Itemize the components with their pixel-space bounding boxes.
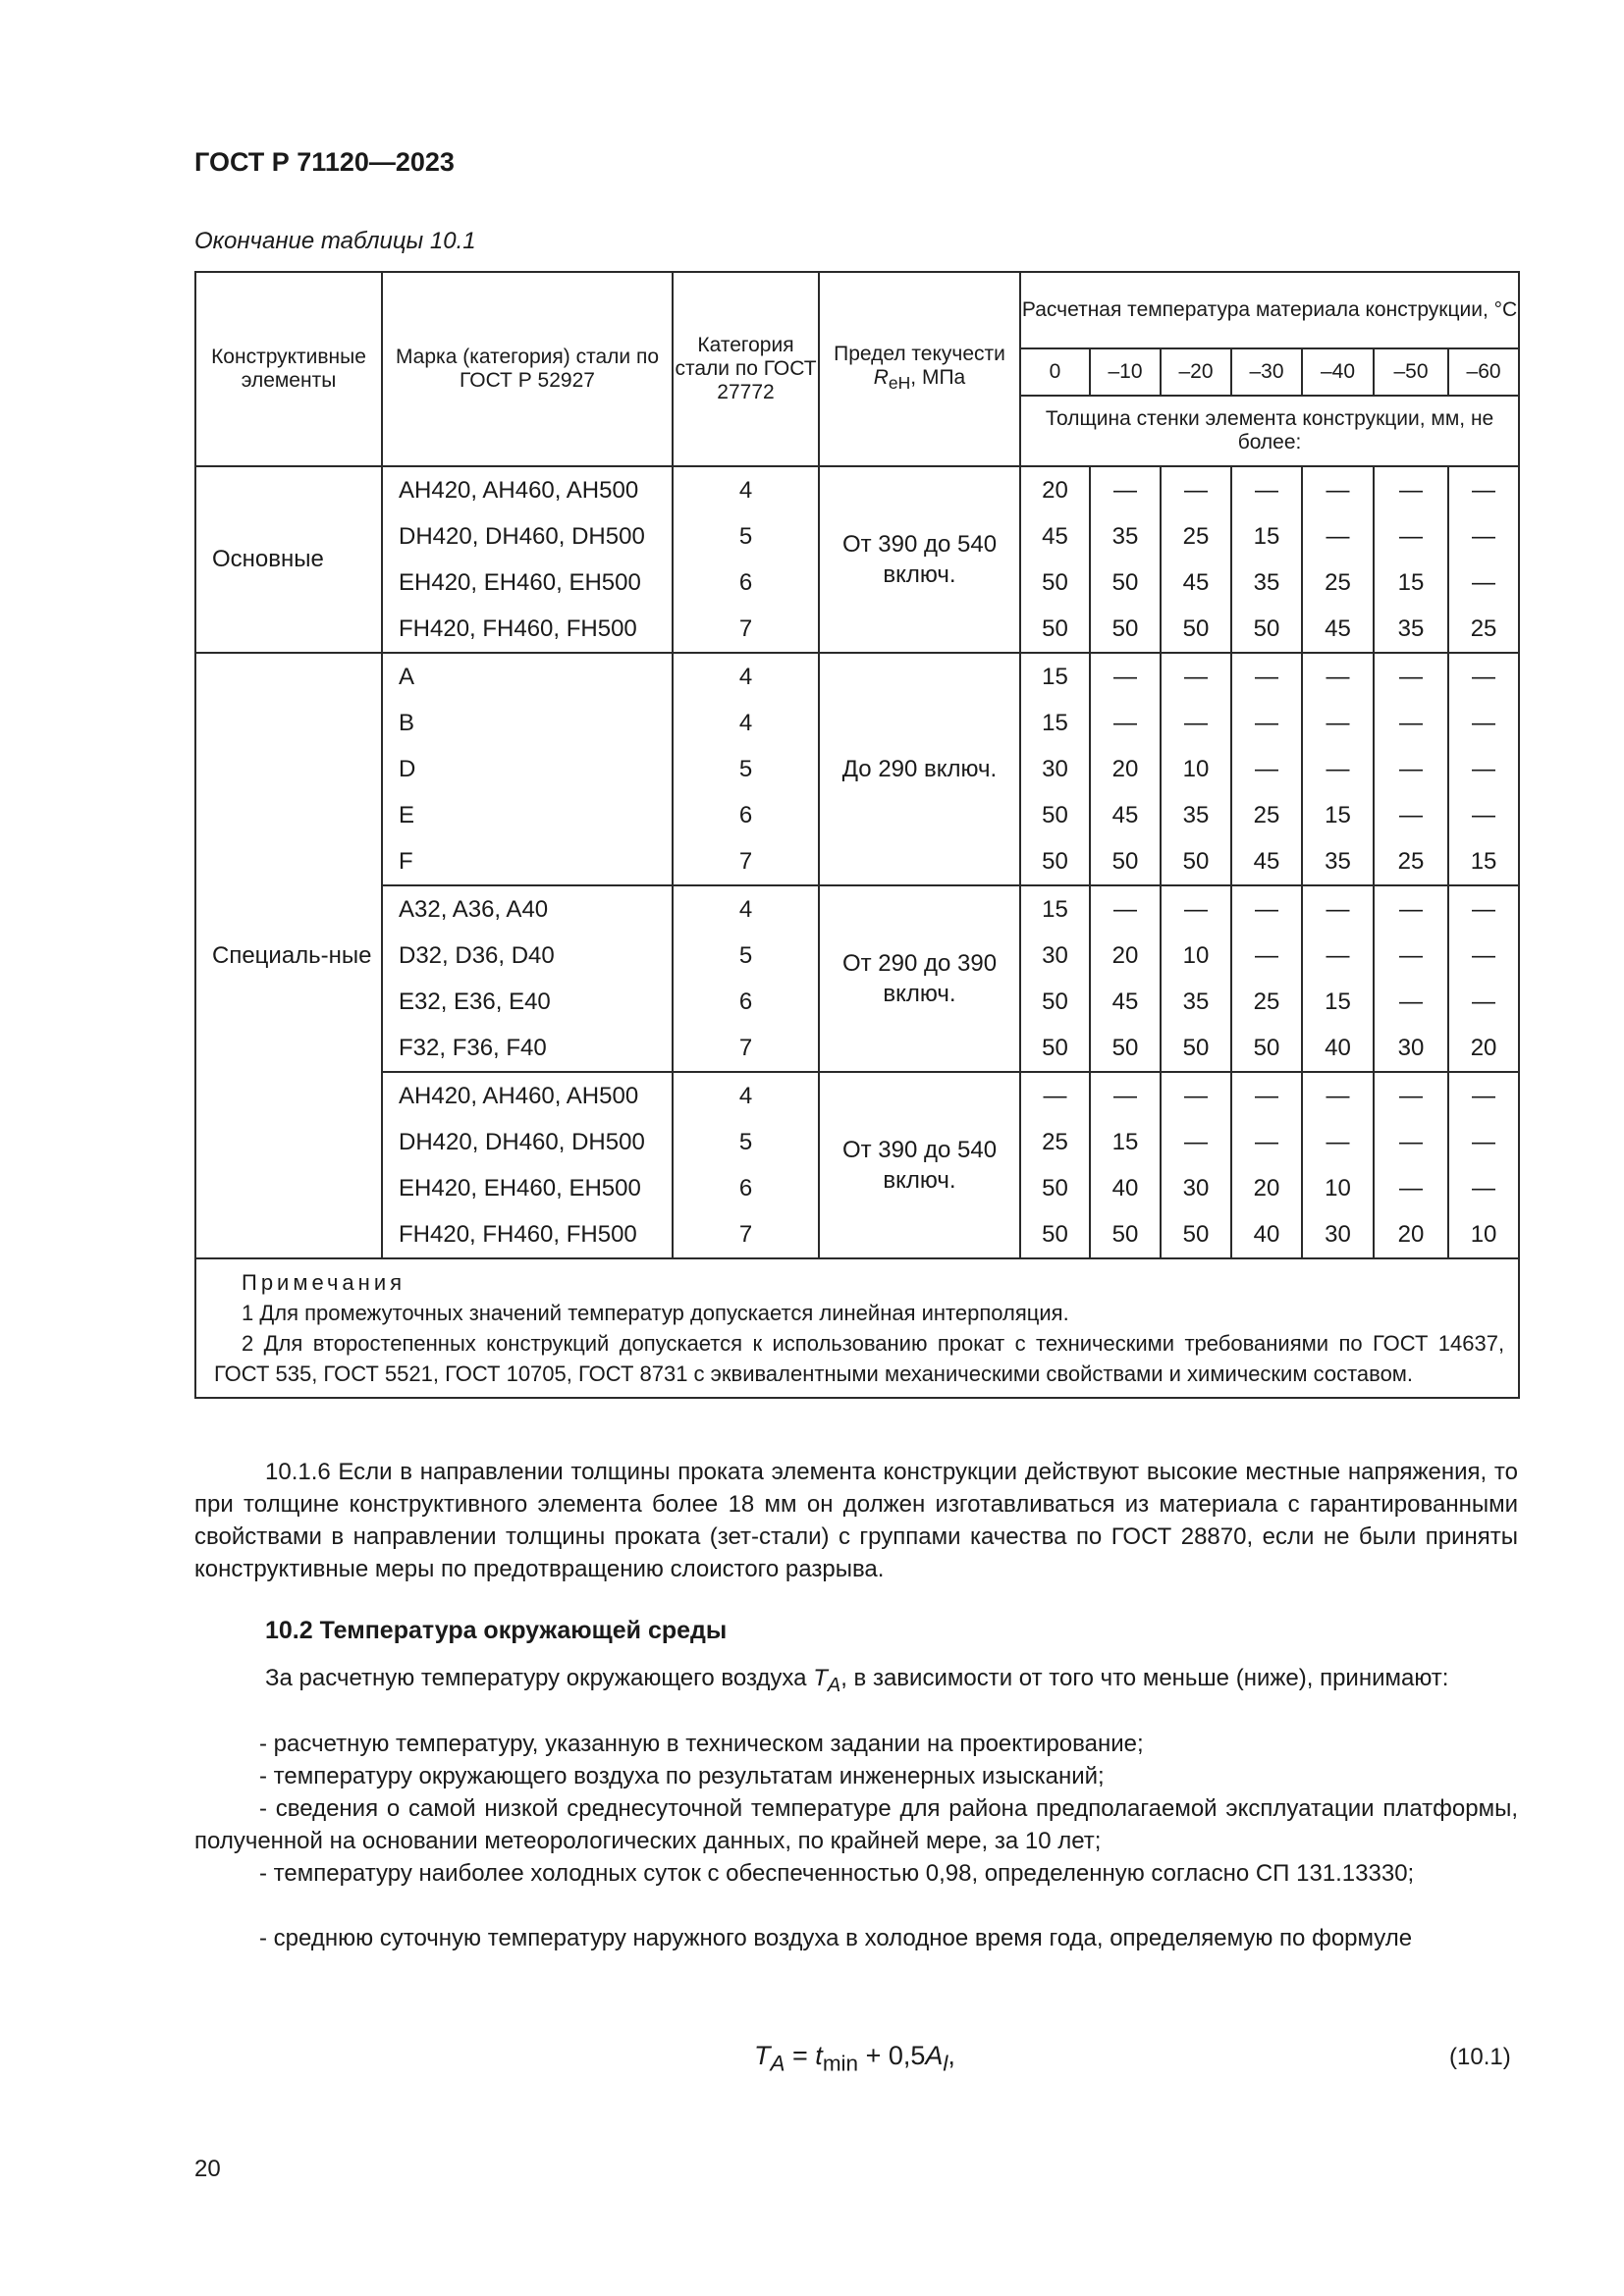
value-cell: — xyxy=(1161,466,1231,513)
value-cell: 45 xyxy=(1020,513,1090,560)
intro-symbol: T xyxy=(813,1665,828,1691)
header-thickness: Толщина стенки элемента конструкции, мм, не более: xyxy=(1020,396,1519,466)
category-cell: 7 xyxy=(673,838,819,885)
value-cell: 50 xyxy=(1020,838,1090,885)
value-cell: — xyxy=(1161,885,1231,933)
value-cell: 50 xyxy=(1020,560,1090,606)
category-cell: 6 xyxy=(673,560,819,606)
value-cell: 25 xyxy=(1302,560,1374,606)
note-1: 1 Для промежуточных значений температур допускается линейная интерполяция. xyxy=(242,1301,1069,1325)
formula-t-sub: min xyxy=(822,2051,859,2076)
bullet-4: - температуру наиболее холодных суток с обеспеченностью 0,98, определенную согласно СП 131.13330; xyxy=(259,1860,1415,1887)
value-cell: — xyxy=(1374,466,1448,513)
value-cell: — xyxy=(1090,466,1161,513)
category-cell: 5 xyxy=(673,513,819,560)
header-temp-4: –40 xyxy=(1302,348,1374,396)
value-cell: — xyxy=(1448,700,1519,746)
value-cell: 35 xyxy=(1161,979,1231,1025)
category-cell: 7 xyxy=(673,1211,819,1258)
value-cell: — xyxy=(1161,1119,1231,1165)
value-cell: 15 xyxy=(1302,792,1374,838)
value-cell: 50 xyxy=(1161,606,1231,653)
value-cell: 30 xyxy=(1020,746,1090,792)
value-cell: — xyxy=(1090,700,1161,746)
grade-cell: D32, D36, D40 xyxy=(382,933,673,979)
header-temp-3: –30 xyxy=(1231,348,1302,396)
value-cell: — xyxy=(1448,933,1519,979)
value-cell: 35 xyxy=(1374,606,1448,653)
value-cell: — xyxy=(1374,1165,1448,1211)
category-cell: 6 xyxy=(673,792,819,838)
value-cell: 50 xyxy=(1090,1211,1161,1258)
formula-a: A xyxy=(925,2041,944,2070)
table-row xyxy=(195,885,1519,933)
formula-eq: = xyxy=(785,2041,816,2070)
value-cell: 20 xyxy=(1090,933,1161,979)
value-cell: 50 xyxy=(1020,606,1090,653)
value-cell: 10 xyxy=(1448,1211,1519,1258)
value-cell: — xyxy=(1448,885,1519,933)
value-cell: — xyxy=(1448,1119,1519,1165)
value-cell: — xyxy=(1231,746,1302,792)
section-heading-10-2: 10.2 Температура окружающей среды xyxy=(265,1617,728,1644)
header-yield xyxy=(819,272,1020,466)
value-cell: 30 xyxy=(1020,933,1090,979)
category-cell: 4 xyxy=(673,700,819,746)
value-cell: 15 xyxy=(1020,885,1090,933)
header-yield-prefix: Предел текучести xyxy=(834,343,1005,366)
value-cell: — xyxy=(1374,792,1448,838)
grade-cell: DH420, DH460, DH500 xyxy=(382,513,673,560)
value-cell: 40 xyxy=(1090,1165,1161,1211)
formula-end: , xyxy=(947,2041,955,2070)
value-cell: 15 xyxy=(1020,653,1090,700)
yield-cell: От 390 до 540 включ. xyxy=(819,1072,1020,1258)
value-cell: 50 xyxy=(1020,1025,1090,1072)
value-cell: — xyxy=(1161,1072,1231,1119)
grade-cell: FH420, FH460, FH500 xyxy=(382,606,673,653)
element-cell: Специаль-ные xyxy=(195,653,382,1258)
value-cell: 20 xyxy=(1020,466,1090,513)
value-cell: 25 xyxy=(1020,1119,1090,1165)
intro-text-before: За расчетную температуру окружающего воздуха xyxy=(265,1665,814,1691)
category-cell: 6 xyxy=(673,1165,819,1211)
value-cell: — xyxy=(1448,560,1519,606)
value-cell: 20 xyxy=(1231,1165,1302,1211)
grade-cell: E xyxy=(382,792,673,838)
value-cell: 25 xyxy=(1374,838,1448,885)
value-cell: 50 xyxy=(1020,979,1090,1025)
value-cell: 25 xyxy=(1448,606,1519,653)
value-cell: 50 xyxy=(1161,1211,1231,1258)
value-cell: 50 xyxy=(1090,606,1161,653)
value-cell: 20 xyxy=(1090,746,1161,792)
value-cell: 15 xyxy=(1374,560,1448,606)
category-cell: 7 xyxy=(673,606,819,653)
category-cell: 4 xyxy=(673,466,819,513)
value-cell: 45 xyxy=(1231,838,1302,885)
category-cell: 4 xyxy=(673,885,819,933)
header-yield-symbol: R xyxy=(873,366,889,390)
grade-cell: D xyxy=(382,746,673,792)
value-cell: — xyxy=(1090,1072,1161,1119)
category-cell: 4 xyxy=(673,1072,819,1119)
value-cell: — xyxy=(1374,653,1448,700)
value-cell: 50 xyxy=(1090,838,1161,885)
bullet-1: - расчетную температуру, указанную в техническом задании на проектирование; xyxy=(259,1731,1144,1757)
value-cell: — xyxy=(1302,513,1374,560)
value-cell: — xyxy=(1231,700,1302,746)
grade-cell: AH420, AH460, AH500 xyxy=(382,1072,673,1119)
grade-cell: A32, A36, A40 xyxy=(382,885,673,933)
value-cell: — xyxy=(1231,885,1302,933)
value-cell: — xyxy=(1302,466,1374,513)
yield-cell: До 290 включ. xyxy=(819,653,1020,885)
category-cell: 4 xyxy=(673,653,819,700)
value-cell: — xyxy=(1161,700,1231,746)
table-notes xyxy=(195,1258,1519,1398)
grade-cell: AH420, AH460, AH500 xyxy=(382,466,673,513)
formula-t: t xyxy=(815,2041,823,2070)
grade-cell: A xyxy=(382,653,673,700)
value-cell: — xyxy=(1302,1119,1374,1165)
header-yield-subscript: eH xyxy=(888,373,911,394)
header-temp-6: –60 xyxy=(1448,348,1519,396)
intro-paragraph xyxy=(194,1662,1518,1702)
value-cell: — xyxy=(1090,653,1161,700)
value-cell: 45 xyxy=(1090,792,1161,838)
value-cell: 15 xyxy=(1448,838,1519,885)
value-cell: 10 xyxy=(1161,933,1231,979)
formula-mid: + 0,5 xyxy=(858,2041,926,2070)
grade-cell: F xyxy=(382,838,673,885)
value-cell: — xyxy=(1374,885,1448,933)
formula-number: (10.1) xyxy=(1449,2044,1511,2070)
value-cell: — xyxy=(1231,653,1302,700)
value-cell: — xyxy=(1302,933,1374,979)
formula-lhs-sub: A xyxy=(770,2051,785,2076)
value-cell: — xyxy=(1231,933,1302,979)
value-cell: — xyxy=(1090,885,1161,933)
category-cell: 5 xyxy=(673,1119,819,1165)
value-cell: 45 xyxy=(1302,606,1374,653)
header-yield-unit: , МПа xyxy=(910,366,966,390)
value-cell: — xyxy=(1448,1165,1519,1211)
bullet-2: - температуру окружающего воздуха по результатам инженерных изысканий; xyxy=(259,1763,1105,1789)
value-cell: — xyxy=(1448,513,1519,560)
document-code: ГОСТ Р 71120—2023 xyxy=(194,147,455,177)
value-cell: 45 xyxy=(1090,979,1161,1025)
grade-cell: F32, F36, F40 xyxy=(382,1025,673,1072)
value-cell: — xyxy=(1448,979,1519,1025)
value-cell: 35 xyxy=(1090,513,1161,560)
header-temp-1: –10 xyxy=(1090,348,1161,396)
grade-cell: E32, E36, E40 xyxy=(382,979,673,1025)
value-cell: — xyxy=(1374,700,1448,746)
formula-10-1 xyxy=(754,2041,955,2076)
value-cell: 25 xyxy=(1161,513,1231,560)
value-cell: — xyxy=(1231,1072,1302,1119)
value-cell: 40 xyxy=(1302,1025,1374,1072)
value-cell: 20 xyxy=(1374,1211,1448,1258)
bullet-5: - среднюю суточную температуру наружного воздуха в холодное время года, определяемую по формуле xyxy=(259,1925,1413,1951)
value-cell: 45 xyxy=(1161,560,1231,606)
value-cell: 30 xyxy=(1161,1165,1231,1211)
value-cell: 50 xyxy=(1161,838,1231,885)
value-cell: 50 xyxy=(1161,1025,1231,1072)
value-cell: 50 xyxy=(1231,1025,1302,1072)
header-temperature: Расчетная температура материала конструкции, °С xyxy=(1020,272,1519,348)
value-cell: 35 xyxy=(1302,838,1374,885)
value-cell: 35 xyxy=(1231,560,1302,606)
value-cell: 40 xyxy=(1231,1211,1302,1258)
value-cell: 50 xyxy=(1020,1165,1090,1211)
value-cell: — xyxy=(1448,746,1519,792)
value-cell: — xyxy=(1231,466,1302,513)
value-cell: — xyxy=(1448,792,1519,838)
value-cell: — xyxy=(1374,1072,1448,1119)
value-cell: 50 xyxy=(1020,1211,1090,1258)
table-row xyxy=(195,653,1519,700)
value-cell: 50 xyxy=(1090,560,1161,606)
formula-lhs: T xyxy=(754,2041,771,2070)
grade-cell: FH420, FH460, FH500 xyxy=(382,1211,673,1258)
page-number: 20 xyxy=(194,2156,221,2182)
element-cell: Основные xyxy=(195,466,382,653)
value-cell: 30 xyxy=(1374,1025,1448,1072)
table-row xyxy=(195,466,1519,513)
intro-symbol-subscript: A xyxy=(827,1674,841,1696)
value-cell: 15 xyxy=(1020,700,1090,746)
value-cell: 50 xyxy=(1231,606,1302,653)
value-cell: — xyxy=(1448,653,1519,700)
value-cell: — xyxy=(1302,1072,1374,1119)
yield-cell: От 390 до 540 включ. xyxy=(819,466,1020,653)
value-cell: — xyxy=(1374,513,1448,560)
value-cell: — xyxy=(1448,1072,1519,1119)
value-cell: — xyxy=(1302,746,1374,792)
header-elements: Конструктивные элементы xyxy=(195,272,382,466)
header-temp-5: –50 xyxy=(1374,348,1448,396)
bullet-3: - сведения о самой низкой среднесуточной температуре для района предполагаемой эксплуатации платформы, полученной на основании метеорологических данных, по крайней мере, за 10 лет; xyxy=(194,1795,1518,1854)
value-cell: — xyxy=(1020,1072,1090,1119)
value-cell: — xyxy=(1374,1119,1448,1165)
value-cell: — xyxy=(1161,653,1231,700)
value-cell: — xyxy=(1302,885,1374,933)
grade-cell: EH420, EH460, EH500 xyxy=(382,560,673,606)
header-temp-0: 0 xyxy=(1020,348,1090,396)
category-cell: 6 xyxy=(673,979,819,1025)
value-cell: 35 xyxy=(1161,792,1231,838)
value-cell: — xyxy=(1302,653,1374,700)
grade-cell: DH420, DH460, DH500 xyxy=(382,1119,673,1165)
value-cell: 25 xyxy=(1231,792,1302,838)
value-cell: — xyxy=(1302,700,1374,746)
header-grade: Марка (категория) стали по ГОСТ Р 52927 xyxy=(382,272,673,466)
value-cell: 50 xyxy=(1020,792,1090,838)
notes-title: Примечания xyxy=(242,1270,406,1295)
value-cell: 15 xyxy=(1302,979,1374,1025)
value-cell: — xyxy=(1374,746,1448,792)
table-row xyxy=(195,1072,1519,1119)
category-cell: 5 xyxy=(673,933,819,979)
paragraph-10-1-6: 10.1.6 Если в направлении толщины проката элемента конструкции действуют высокие местные напряжения, то при толщине конструктивного элемента более 18 мм он должен изготавливаться из материала с гарантированными свойствами в направлении толщины проката (зет-стали) с группами качества по ГОСТ 28870, если не были приняты конструктивные меры по предотвращению слоистого разрыва. xyxy=(194,1459,1518,1582)
value-cell: — xyxy=(1374,933,1448,979)
value-cell: 30 xyxy=(1302,1211,1374,1258)
value-cell: 10 xyxy=(1161,746,1231,792)
value-cell: 20 xyxy=(1448,1025,1519,1072)
steel-thickness-table xyxy=(194,271,1520,1399)
formula-a-sub: l xyxy=(943,2051,948,2076)
value-cell: — xyxy=(1374,979,1448,1025)
grade-cell: B xyxy=(382,700,673,746)
category-cell: 7 xyxy=(673,1025,819,1072)
intro-text-after: , в зависимости от того что меньше (ниже), принимают: xyxy=(840,1665,1449,1691)
header-temp-2: –20 xyxy=(1161,348,1231,396)
note-2: 2 Для второстепенных конструкций допускается к использованию прокат с техническими требованиями по ГОСТ 14637, ГОСТ 535, ГОСТ 5521, ГОСТ 10705, ГОСТ 8731 с эквивалентными механическими свойствами и химическим составом. xyxy=(214,1331,1505,1386)
value-cell: 25 xyxy=(1231,979,1302,1025)
value-cell: — xyxy=(1231,1119,1302,1165)
header-category: Категория стали по ГОСТ 27772 xyxy=(673,272,819,466)
value-cell: 10 xyxy=(1302,1165,1374,1211)
value-cell: — xyxy=(1448,466,1519,513)
grade-cell: EH420, EH460, EH500 xyxy=(382,1165,673,1211)
category-cell: 5 xyxy=(673,746,819,792)
value-cell: 50 xyxy=(1090,1025,1161,1072)
value-cell: 15 xyxy=(1090,1119,1161,1165)
table-caption: Окончание таблицы 10.1 xyxy=(194,228,476,254)
value-cell: 15 xyxy=(1231,513,1302,560)
yield-cell: От 290 до 390 включ. xyxy=(819,885,1020,1072)
